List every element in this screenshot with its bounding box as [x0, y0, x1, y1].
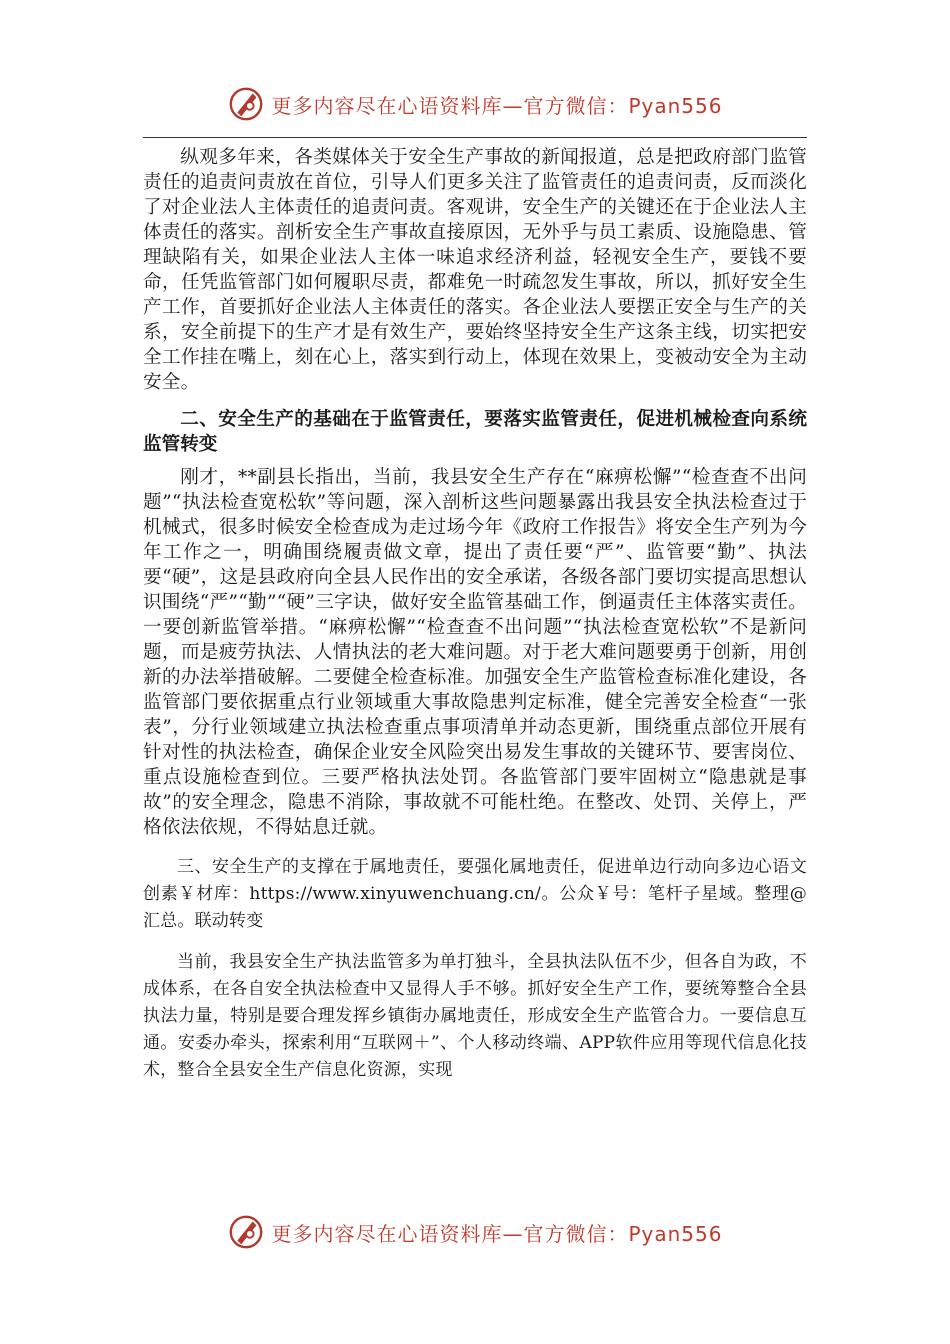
paragraph-1: 纵观多年来，各类媒体关于安全生产事故的新闻报道，总是把政府部门监管责任的追责问责放在首位，引导人们更多关注了监管责任的追责问责，反而淡化了对企业法人主体责任的追责问责。客观讲，安全生产的关键还在于企业法人主体责任的落实。剖析安全生产事故直接原因，无外乎与员工素质、设施隐患、管理缺陷有关，如果企业法人主体一味追求经济利益，轻视安全生产，要钱不要命，任凭监管部门如何履职尽责，都难免一时疏忽发生事故，所以，抓好安全生产工作，首要抓好企业法人主体责任的落实。各企业法人要摆正安全与生产的关系，安全前提下的生产才是有效生产，要始终坚持安全生产这条主线，切实把安全工作挂在嘴上，刻在心上，落实到行动上，体现在效果上，变被动安全为主动安全。: [143, 147, 807, 393]
paragraph-3: 当前，我县安全生产执法监管多为单打独斗，全县执法队伍不少，但各自为政，不成体系，在各自安全执法检查中又显得人手不够。抓好安全生产工作，要统筹整合全县执法力量，特别是要合理发挥乡镇街办属地责任，形成安全生产监管合力。一要信息互通。安委办牵头，探索利用“互联网＋”、个人移动终端、APP软件应用等现代信息化技术，整合全县安全生产信息化资源，实现: [143, 952, 807, 1080]
pen-logo-icon: [227, 1213, 265, 1251]
header-banner: [0, 84, 950, 124]
pen-logo-icon: [227, 85, 265, 123]
footer-banner: [0, 1212, 950, 1252]
header-banner-text: 更多内容尽在心语资料库—官方微信：Pyan556: [271, 93, 723, 118]
header-divider: [143, 137, 807, 138]
section-heading-2: 二、安全生产的基础在于监管责任，要落实监管责任，促进机械检查向系统监管转变: [143, 409, 807, 455]
section-heading-3: 三、安全生产的支撑在于属地责任，要强化属地责任，促进单边行动向多边心语文创素￥材库：https://www.xinyuwenchuang.cn/。公众￥号：笔杆子星域。整理@汇总。联动转变: [143, 857, 807, 931]
paragraph-2: 刚才，**副县长指出，当前，我县安全生产存在“麻痹松懈”“检查查不出问题”“执法检查宽松软”等问题，深入剖析这些问题暴露出我县安全执法检查过于机械式，很多时候安全检查成为走过场今年《政府工作报告》将安全生产列为今年工作之一，明确围绕履责做文章，提出了责任要“严”、监管要“勤”、执法要“硬”，这是县政府向全县人民作出的安全承诺，各级各部门要切实提高思想认识围绕“严”“勤”“硬”三字诀，做好安全监管基础工作，倒逼责任主体落实责任。一要创新监管举措。“麻痹松懈”“检查查不出问题”“执法检查宽松软”不是新问题，而是疲劳执法、人情执法的老大难问题。对于老大难问题要勇于创新，用创新的办法举措破解。二要健全检查标准。加强安全生产监管检查标准化建设，各监管部门要依据重点行业领域重大事故隐患判定标准，健全完善安全检查“一张表”，分行业领域建立执法检查重点事项清单并动态更新，围绕重点部位开展有针对性的执法检查，确保企业安全风险突出易发生事故的关键环节、要害岗位、重点设施检查到位。三要严格执法处罚。各监管部门要牢固树立“隐患就是事故”的安全理念，隐患不消除，事故就不可能杜绝。在整改、处罚、关停上，严格依法依规，不得姑息迁就。: [143, 467, 807, 838]
footer-banner-text: 更多内容尽在心语资料库—官方微信：Pyan556: [271, 1221, 723, 1246]
document-body: [143, 145, 807, 1084]
